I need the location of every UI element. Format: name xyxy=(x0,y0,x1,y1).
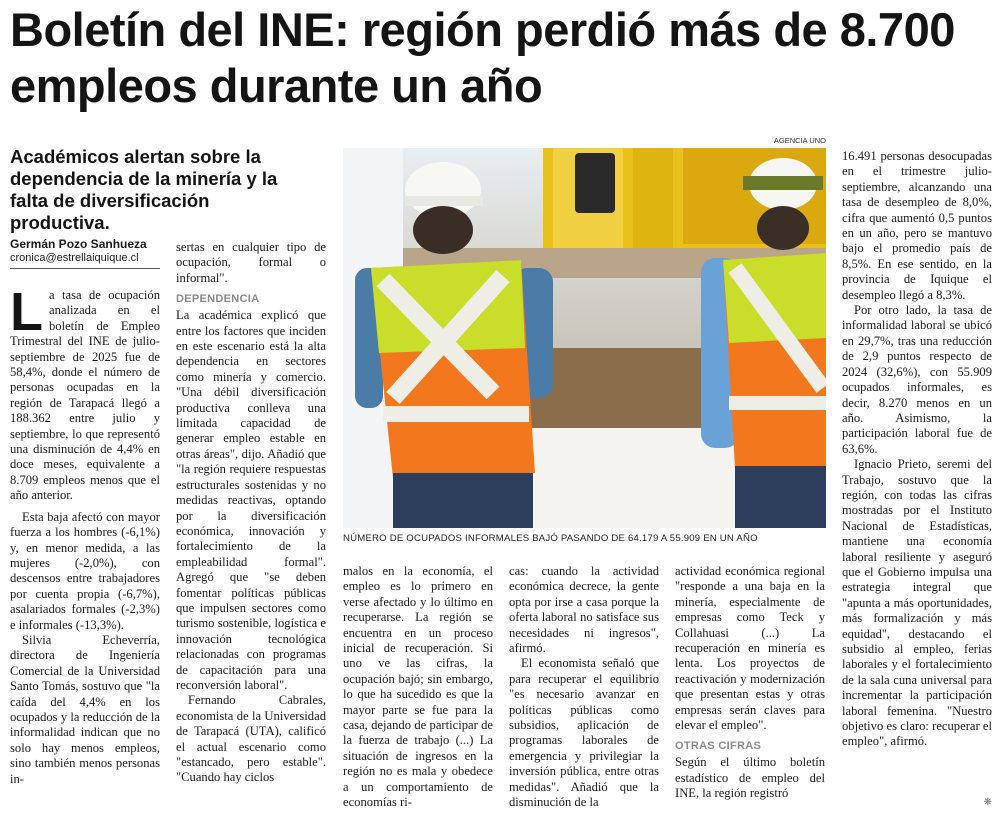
drop-cap: L xyxy=(10,282,43,342)
paragraph: El economista señaló que para recuperar el equilibrio "es necesario avanzar en políticas públicas como subsidios, aplicación de programas laborales de emergencia y privilegiar la inversión pública, entre otras medidas". Añadió que la disminución de la xyxy=(509,656,659,810)
paragraph: malos en la economía, el empleo es lo primero en verse afectado y lo último en recuperarse. La región se encuentra en un proceso inicial de recuperación. Si uno ve las cifras, la ocupación bajó; sin embargo, lo que ha sucedido es que la mayor parte se fue para la casa, dejando de participar de la fuerza de trabajo (...) La situación de ingresos en la región no es mala y obedece a un comportamiento de economías ri- xyxy=(343,564,493,810)
headline: Boletín del INE: región perdió más de 8.700 empleos durante un año xyxy=(10,3,955,112)
section-heading-otras-cifras: OTRAS CIFRAS xyxy=(675,740,762,753)
photo-credit: AGENCIA UNO xyxy=(773,136,826,145)
author-name: Germán Pozo Sanhueza xyxy=(10,237,147,251)
byline-divider xyxy=(10,268,160,269)
lead-paragraph xyxy=(10,282,160,504)
column-6 xyxy=(842,149,992,750)
end-mark-icon: ❋ xyxy=(983,797,992,808)
paragraph: 16.491 personas desocupadas en el trimestre julio-septiembre, alcanzando una tasa de desempleo de 8,0%, cifra que aumentó 0,5 puntos en un año, pero se mantuvo bajo el promedio país de 8,5%. En ese sentido, en la provincia de Iquique el desempleo llegó a 8,3%. xyxy=(842,149,992,302)
lead-text: a tasa de ocupación analizada en el boletín de Empleo Trimestral del INE de julio-septiembre de 2025 fue de 58,4%, donde el número de personas ocupadas en la región de Tarapacá llegó a 188.362 entre julio y septiembre, lo que representó una disminución de 4,4% en doce meses, equivalente a 8.709 empleos menos que el año anterior. xyxy=(10,288,160,503)
section-heading-dependencia: DEPENDENCIA xyxy=(176,293,260,306)
paragraph: Ignacio Prieto, seremi del Trabajo, sostuvo que la región, con todas las cifras mostradas por el Instituto Nacional de Estadísticas, mantiene una economía laboral resiliente y aseguró que el Gobierno impulsa una estrategia integral que "apunta a más oportunidades, más formalización y más equidad", destacando el subsidio al empleo, ferias laborales y el fortalecimiento de la sala cuna universal para incrementar la participación laboral femenina. "Nuestro objetivo es claro: recuperar el empleo", afirmó. xyxy=(842,457,992,749)
paragraph: Según el último boletín estadístico de empleo del INE, la región registró xyxy=(675,755,825,801)
paragraph: Por otro lado, la tasa de informalidad laboral se ubicó en 29,7%, tras una reducción de 2,9 puntos respecto de 2024 (32,6%), con 55.909 ocupados informales, es decir, 8.270 menos en un año. Asimismo, la participación laboral fue de 63,6%. xyxy=(842,303,992,456)
paragraph: Silvia Echeverría, directora de Ingeniería Comercial de la Universidad Santo Tomás, sostuvo que "la caída del 4,4% en los ocupados y la reducción de la informalidad indican que no solo hay menos empleos, sino también menos personas in- xyxy=(10,632,160,786)
author-email[interactable]: cronica@estrellaiquique.cl xyxy=(10,252,139,264)
paragraph: Esta baja afectó con mayor fuerza a los hombres (-6,1%) y, en menor medida, a las mujeres (-2,0%), con descensos entre trabajadores por cuenta propia (-6,7%), asalariados formales (-2,3%) e informales (-13,3%). xyxy=(10,509,160,632)
column-4 xyxy=(509,564,659,811)
byline xyxy=(10,237,160,265)
paragraph: Fernando Cabrales, economista de la Universidad de Tarapacá (UTA), calificó el actual escenario como "estancado, pero estable". "Cuando hay ciclos xyxy=(176,693,326,785)
column-2 xyxy=(176,240,326,786)
paragraph: sertas en cualquier tipo de ocupación, formal o informal". xyxy=(176,240,326,285)
news-photo xyxy=(343,148,826,528)
paragraph: La académica explicó que entre los factores que inciden en este escenario está la alta dependencia en sectores como minería y comercio. "Una débil diversificación productiva conlleva una limitada capacidad de generar empleo estable en otras áreas", dijo. Añadió que "la región requiere respuestas estructurales sostenidas y no medidas reactivas, optando por la diversificación económica, innovación y fortalecimiento de la empleabilidad formal". Agregó que "se deben fomentar políticas públicas que impulsen sectores como turismo sostenible, logística e innovación tecnológica relacionadas con programas de capacitación para una reconversión laboral". xyxy=(176,308,326,692)
subheadline: Académicos alertan sobre la dependencia de la minería y la falta de diversificación productiva. xyxy=(10,146,278,233)
column-1 xyxy=(10,282,160,787)
paragraph: actividad económica regional "responde a una baja en la minería, especialmente de empresas como Teck y Collahuasi (...) La recuperación en minería es lenta. Los proyectos de reactivación y modernización que presentan estas y otras empresas serán claves para elevar el empleo". xyxy=(675,564,825,733)
column-3 xyxy=(343,564,493,811)
photo-caption: NÚMERO DE OCUPADOS INFORMALES BAJÓ PASANDO DE 64.179 A 55.909 EN UN AÑO xyxy=(343,533,758,544)
column-5 xyxy=(675,564,825,802)
paragraph: cas: cuando la actividad económica decrece, la gente opta por irse a casa porque la oferta laboral no satisface sus necesidades ni ingresos", afirmó. xyxy=(509,564,659,656)
